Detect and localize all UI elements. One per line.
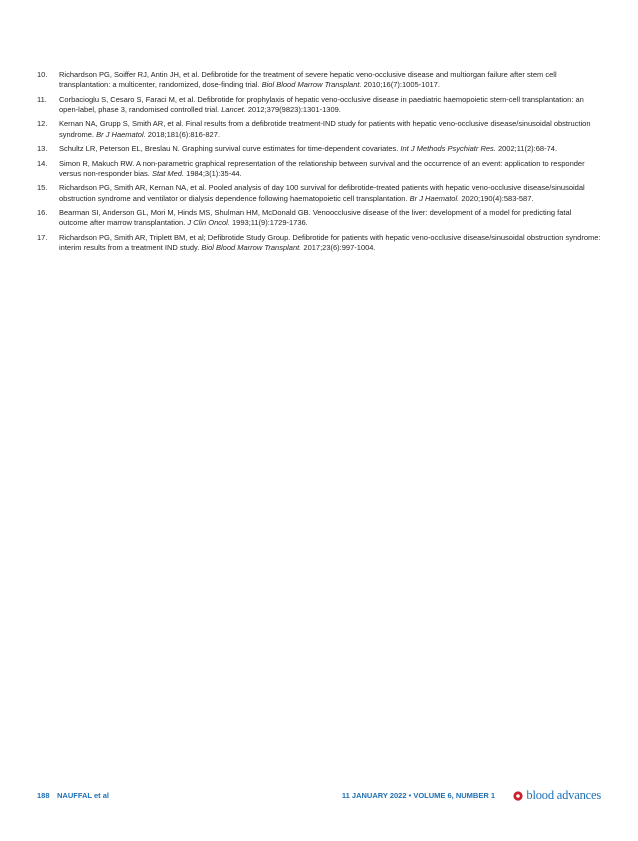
logo-text: blood advances xyxy=(526,788,601,802)
reference-citation: 2018;181(6):816-827. xyxy=(145,129,220,139)
reference-number: 12. xyxy=(37,119,48,129)
reference-number: 14. xyxy=(37,158,48,168)
reference-citation: 1984;3(1):35-44. xyxy=(184,168,242,178)
reference-citation: 2002;11(2):68-74. xyxy=(495,144,558,154)
reference-journal: Br J Haematol. xyxy=(96,129,146,139)
reference-journal: Stat Med. xyxy=(151,168,185,178)
reference-journal: Biol Blood Marrow Transplant. xyxy=(201,242,302,252)
reference-text: Richardson PG, Soiffer RJ, Antin JH, et al. Defibrotide for the treatment of severe hepatic veno-occlusive disease and multiorgan failure after stem cell transplantation: a multicenter, randomized, dose-finding trial. xyxy=(59,70,557,90)
reference-number: 10. xyxy=(37,70,48,79)
reference-item xyxy=(37,183,601,203)
reference-text: Schultz LR, Peterson EL, Breslau N. Graphing survival curve estimates for time-dependent covariates. xyxy=(59,144,401,154)
reference-item xyxy=(37,233,601,253)
reference-text: Kernan NA, Grupp S, Smith AR, et al. Final results from a defibrotide treatment-IND study for patients with hepatic veno-occlusive disease/sinusoidal obstruction syndrome. xyxy=(59,119,591,139)
running-authors: NAUFFAL et al xyxy=(57,791,109,800)
reference-journal: J Clin Oncol. xyxy=(187,218,230,228)
reference-citation: 2012;379(9823):1301-1309. xyxy=(245,104,341,114)
reference-text: Corbacioglu S, Cesaro S, Faraci M, et al. Defibrotide for prophylaxis of hepatic veno-occlusive disease in paediatric haemopoietic stem-cell transplantation: an open-label, phase 3, randomised controlled trial. xyxy=(59,94,584,114)
blood-drop-logo-icon xyxy=(513,791,523,801)
reference-number: 16. xyxy=(37,208,48,218)
reference-text: Richardson PG, Smith AR, Triplett BM, et al; Defibrotide Study Group. Defibrotide for patients with hepatic veno-occlusive disease/sinusoidal obstruction syndrome: interim results from a treatment IND study. xyxy=(59,232,601,252)
reference-citation: 2017;23(6):997-1004. xyxy=(301,242,376,252)
reference-item xyxy=(37,159,601,179)
reference-item xyxy=(37,208,601,228)
reference-number: 17. xyxy=(37,232,48,242)
reference-item xyxy=(37,119,601,139)
page-number: 188 xyxy=(37,791,50,800)
reference-journal: Int J Methods Psychiatr Res. xyxy=(400,144,496,154)
reference-citation: 2010;16(7):1005-1017. xyxy=(361,80,440,90)
reference-item xyxy=(37,144,601,154)
reference-journal: Biol Blood Marrow Transplant. xyxy=(261,80,362,90)
reference-number: 15. xyxy=(37,183,48,193)
reference-list xyxy=(37,70,601,257)
reference-citation: 1993;11(9):1729-1736. xyxy=(229,218,308,228)
page-footer xyxy=(37,788,601,802)
reference-journal: Br J Haematol. xyxy=(409,193,460,203)
reference-item xyxy=(37,70,601,90)
journal-logo xyxy=(513,788,601,803)
reference-number: 13. xyxy=(37,144,48,154)
reference-number: 11. xyxy=(37,94,47,104)
reference-text: Bearman SI, Anderson GL, Mori M, Hinds MS, Shulman HM, McDonald GB. Venoocclusive disease of the liver: development of a model for predicting fatal outcome after marrow transplantation. xyxy=(59,208,572,228)
reference-text: Richardson PG, Smith AR, Kernan NA, et al. Pooled analysis of day 100 survival for defibrotide-treated patients with hepatic veno-occlusive disease/sinusoidal obstruction syndrome and ventilator or dialysis dependence following haematopoietic cell transplantation. xyxy=(59,183,585,203)
reference-journal: Lancet. xyxy=(221,104,246,114)
reference-text: Simon R, Makuch RW. A non-parametric graphical representation of the relationship between survival and the occurrence of an event: application to responder versus non-responder bias. xyxy=(59,158,585,178)
reference-citation: 2020;190(4):583-587. xyxy=(459,193,534,203)
reference-item xyxy=(37,95,601,115)
issue-info: 11 JANUARY 2022 • VOLUME 6, NUMBER 1 xyxy=(341,791,495,800)
